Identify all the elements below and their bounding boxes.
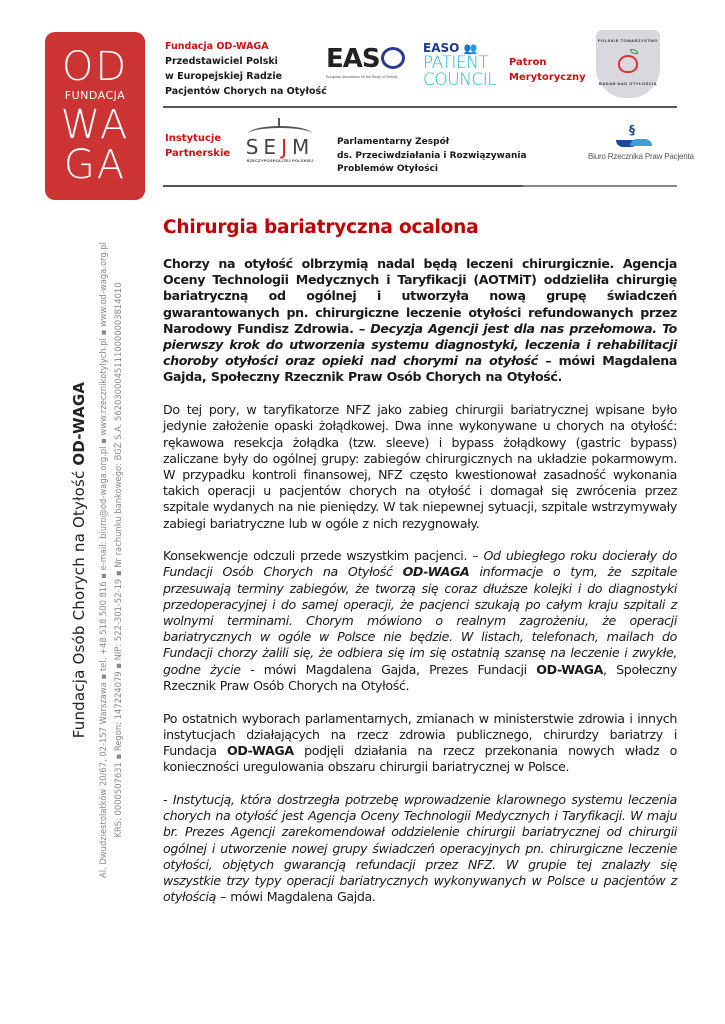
para2-attr-b: , Społeczny Rzecznik Praw Osób Chorych na Otyłość. [163, 661, 677, 693]
foundation-line-2: Przedstawiciel Polski [165, 56, 278, 67]
sidebar-name-prefix: Fundacja Osób Chorych na Otyłość [70, 465, 88, 739]
article-paragraph-4 [163, 792, 677, 905]
logo-ga-text: GA [63, 142, 127, 188]
sidebar-contact-text: Al. Dwudziestolatków 20/67, 02-157 Warszawa ▪ tel. +48 518 500 816 ▪ e-mail: biuro@od-waga.org.pl ▪ www.rzecznikotylych.pl ▪ www.od-waga.org.pl [98, 242, 108, 878]
foundation-name: Fundacja OD-WAGA [165, 41, 269, 52]
para2-quote-a: Od ubiegłego roku docierały do Fundacji Osób Chorych na Otyłość [163, 548, 677, 580]
easo-o-ring-icon [381, 47, 405, 69]
foundation-line-4: Pacjentów Chorych na Otyłość [165, 86, 327, 97]
apple-icon [618, 55, 638, 73]
hands-paragraph-icon [588, 122, 680, 152]
patron-label [509, 55, 586, 85]
parliament-team-line-3: Problemów Otyłości [337, 164, 438, 174]
lead-text: Chorzy na otyłość olbrzymią nadal będą leczeni chirurgicznie. Agencja Oceny Technologii Medycznych i Taryfikacji (AOTMiT) oddzieliła chirurgię bariatryczną od ogólnej i utworzyła nową grupę świadczeń gwarantowanych pn. chirurgiczne leczenie otyłości refundowanych przez Narodowy Fundisz Zdrowia. – [163, 256, 677, 336]
para4-attribution: – mówi Magdalena Gajda. [215, 889, 376, 905]
partners-label-line-2: Partnerskie [165, 148, 231, 159]
easo-word: EAS [326, 44, 380, 74]
od-waga-logo [45, 32, 145, 200]
partners-label-line-1: Instytucje [165, 133, 222, 144]
patron-label-line-1: Patron [509, 57, 547, 68]
para3-text-a: Po ostatnich wyborach parlamentarnych, zmianach w ministerstwie zdrowia i innych instytucjach działających na rzecz zdrowia publicznego, chirurdzy bariatrzy i Fundacja [163, 710, 677, 758]
patron-label-line-2: Merytoryczny [509, 72, 586, 83]
lead-quote: Decyzja Agencji jest dla nas przełomowa. To pierwszy krok do utworzenia systemu diagnostyki, leczenia i rehabilitacji choroby otyłości oraz opieki nad chorymi na otyłość [163, 320, 677, 369]
easo-subtitle: European Association for the Study of Obesity [326, 75, 398, 79]
parliament-team-line-2: ds. Przeciwdziałania i Rozwiązywania [337, 150, 527, 161]
logo-fundacja-text: FUNDACJA [64, 89, 126, 102]
paragraph-icon: § [629, 123, 635, 137]
ptbo-top-text: POLSKIE TOWARZYSTWO [597, 38, 659, 43]
sejm-dome-icon [240, 118, 320, 136]
header-divider-top [163, 106, 677, 108]
hand-light-icon [630, 139, 652, 146]
lead-attribution: – mówi Magdalena Gajda, Społeczny Rzecznik Praw Osób Chorych na Otyłość. [163, 353, 677, 385]
article-lead [163, 256, 677, 386]
para2-intro: Konsekwencje odczuli przede wszystkim pacjenci. – [163, 548, 484, 564]
para3-bold: OD-WAGA [226, 742, 294, 758]
rpp-logo [588, 122, 694, 172]
para4-quote: Instytucją, która dostrzegła potrzebę wprowadzenie klarownego systemu leczenia chorych na otyłość jest Agencja Oceny Technologii Medycznych i Taryfikacji. W maju br. Prezes Agencji zarekomendował oddzielenie chirurgii bariatrycznej od chirurgii ogólnej i utworzenie nowej grupy świadczeń operacyjnych pn. chirurgiczne leczenie otyłości, objętych gwarancją refundacji przez NFZ. W grupie tej znalazły się wszystkie trzy typy operacji bariatrycznych wykonywanych w Polsce u pacjentów z otyłością [163, 791, 677, 905]
rpp-label: Biuro Rzecznika Praw Pacjenta [588, 152, 694, 161]
para2-bold-a: OD-WAGA [402, 564, 470, 580]
article [163, 215, 677, 922]
people-icon: 👥 [463, 42, 478, 55]
sejm-letter-m: M [291, 135, 315, 159]
sejm-letters-se: SE [245, 135, 282, 159]
sejm-logo [240, 118, 320, 178]
parliament-team-line-1: Parlamentarny Zespół [337, 137, 450, 147]
article-title: Chirurgia bariatryczna ocalona [163, 217, 479, 238]
parliament-team-block [337, 136, 527, 177]
leaf-icon [630, 49, 638, 54]
easo-pc-top: EASO [423, 41, 460, 55]
easo-logo [326, 45, 414, 95]
easo-patient-council-logo [423, 41, 497, 97]
sejm-subtitle: RZECZYPOSPOLITEJ POLSKIEJ [246, 158, 314, 163]
para3-text-b: podjęli działania na rzecz przekonania nowych władz o konieczności uregulowania obszaru chirurgii bariatrycznej w Polsce. [163, 742, 677, 775]
foundation-info-block [165, 39, 327, 99]
sidebar-registry-text: KRS: 0000507631 ▪ Regon: 147224079 ▪ NIP: 522-301-52-19 ▪ Nr rachunku bankowego: BGŻ S.A. 56203000451110000003814010 [113, 282, 123, 838]
sidebar-registry-line [109, 220, 127, 900]
sejm-letter-j: J [281, 135, 292, 159]
ptbo-logo [596, 30, 660, 98]
logo-od-text: OD [61, 44, 129, 90]
para4-dash: - [163, 791, 173, 807]
ptbo-bottom-text: BADAŃ NAD OTYŁOŚCIĄ [598, 81, 658, 86]
sidebar-foundation-name [70, 220, 88, 900]
para2-bold-b: OD-WAGA [536, 661, 604, 677]
easo-pc-line-2: PATIENT [423, 53, 489, 73]
sidebar-name-bold: OD-WAGA [70, 381, 88, 466]
para2-quote-b: informacje o tym, że szpitale przesuwają terminy zabiegów, że tworzą się coraz dłuższe kolejki i do diagnostyki przedoperacyjnej i do samej operacji, że pacjenci szukają po całym kraju szpitali z wolnymi terminami. Chorym mówiono o realnym zagrożeniu, że operacji bariatrycznych w ogóle w Polsce nie będzie. W listach, telefonach, mailach do Fundacji chorzy żalili się, że odbiera się im się ostatnią szansę na leczenie i zwykłe, godne życie [163, 564, 678, 677]
article-paragraph-1: Do tej pory, w taryfikatorze NFZ jako zabieg chirurgii bariatrycznej wpisane było jedynie założenie opaski żołądkowej. Dwa inne wykonywane u chorych na otyłość: rękawowa resekcja żołądka (tzw. sleeve) i bypass żołądkowy (gastric bypass) zaliczane były do ogólnej grupy: zabiegów chirurgicznych na układzie pokarmowym. W przypadku kontroli finansowej, NFZ często kwestionował zasadność wykonania takich operacji u pacjentów chorych na otyłość i domagał się zwrócenia przez szpitale wydanych na nie pieniędzy. W tak niepewnej sytuacji, szpitale wstrzymywały zabiegi bariatryczne lub w ogóle z nich rezygnowały. [163, 402, 677, 531]
foundation-line-3: w Europejskiej Radzie [165, 71, 283, 82]
header-divider-bottom [163, 185, 677, 187]
easo-pc-line-3: COUNCIL [423, 70, 497, 90]
article-paragraph-2 [163, 548, 677, 694]
partners-label [165, 131, 230, 161]
para2-attr-a: - mówi Magdalena Gajda, Prezes Fundacji [240, 661, 537, 677]
logo-wa-text: WA [60, 102, 130, 148]
article-paragraph-3 [163, 711, 677, 776]
